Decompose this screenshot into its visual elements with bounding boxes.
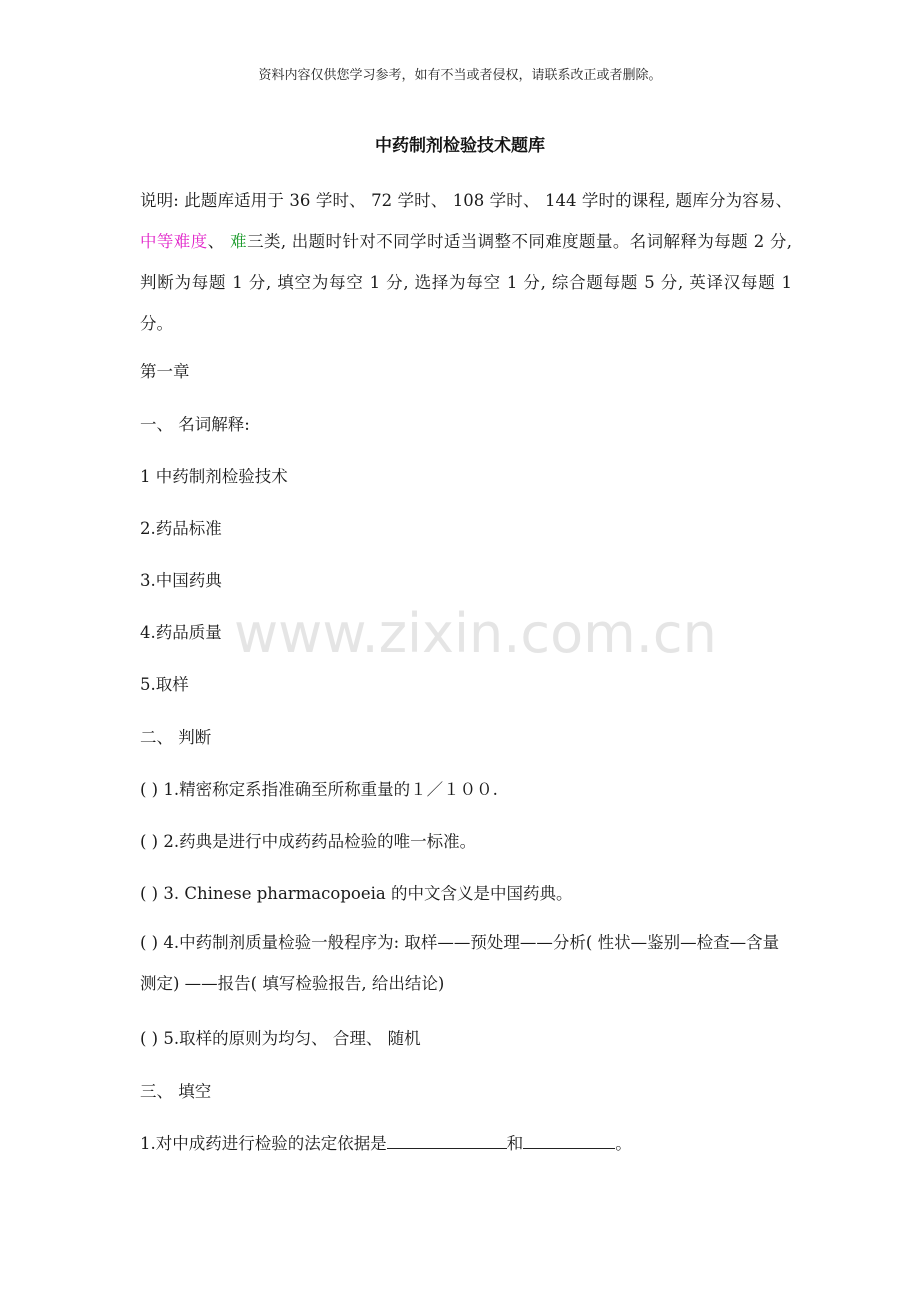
judge-item-1: ( ) 1.精密称定系指准确至所称重量的１／１００. <box>140 780 498 799</box>
section1-heading: 一、 名词解释: <box>140 415 250 434</box>
term-item-4: 4.药品质量 <box>140 623 222 642</box>
fill-blank-2[interactable] <box>523 1132 615 1149</box>
difficulty-hard-label: 难 <box>230 232 248 251</box>
intro-separator: 、 <box>207 232 231 251</box>
fill-item-1 <box>140 1130 632 1154</box>
judge-item-3: ( ) 3. Chinese pharmacopoeia 的中文含义是中国药典。 <box>140 884 573 903</box>
difficulty-medium-label: 中等难度 <box>140 232 208 251</box>
section3-heading: 三、 填空 <box>140 1082 212 1101</box>
fill-item-1-end: 。 <box>615 1134 632 1153</box>
intro-paragraph <box>140 180 792 344</box>
fill-item-1-prefix: 1.对中成药进行检验的法定依据是 <box>140 1134 387 1153</box>
section2-heading: 二、 判断 <box>140 728 212 747</box>
watermark-text: www.zixin.com.cn <box>234 602 717 665</box>
intro-text-part1: 说明: 此题库适用于 36 学时、 72 学时、 108 学时、 144 学时的课程, 题库分为容易、 <box>140 191 792 210</box>
judge-item-2: ( ) 2.药典是进行中成药药品检验的唯一标准。 <box>140 832 477 851</box>
fill-item-1-mid: 和 <box>506 1134 524 1153</box>
header-disclaimer: 资料内容仅供您学习参考，如有不当或者侵权，请联系改正或者删除。 <box>258 68 662 83</box>
judge-item-5: ( ) 5.取样的原则为均匀、 合理、 随机 <box>140 1029 421 1048</box>
intro-text-part2: 三类, 出题时针对不同学时适当调整不同难度题量。名词解释为每题 2 分, 判断为每题 1 分, 填空为每空 1 分, 选择为每空 1 分, 综合题每题 5 分, 英译汉每题 1 分。 <box>140 232 792 333</box>
term-item-1: 1 中药制剂检验技术 <box>140 467 288 486</box>
chapter-heading: 第一章 <box>140 362 190 381</box>
judge-item-4: ( ) 4.中药制剂质量检验一般程序为: 取样——预处理——分析( 性状—鉴别—检查—含量测定) ——报告( 填写检验报告, 给出结论) <box>140 933 780 993</box>
term-item-5: 5.取样 <box>140 675 189 694</box>
term-item-2: 2.药品标准 <box>140 519 222 538</box>
fill-blank-1[interactable] <box>387 1132 507 1149</box>
term-item-3: 3.中国药典 <box>140 571 222 590</box>
document-title: 中药制剂检验技术题库 <box>375 136 545 156</box>
